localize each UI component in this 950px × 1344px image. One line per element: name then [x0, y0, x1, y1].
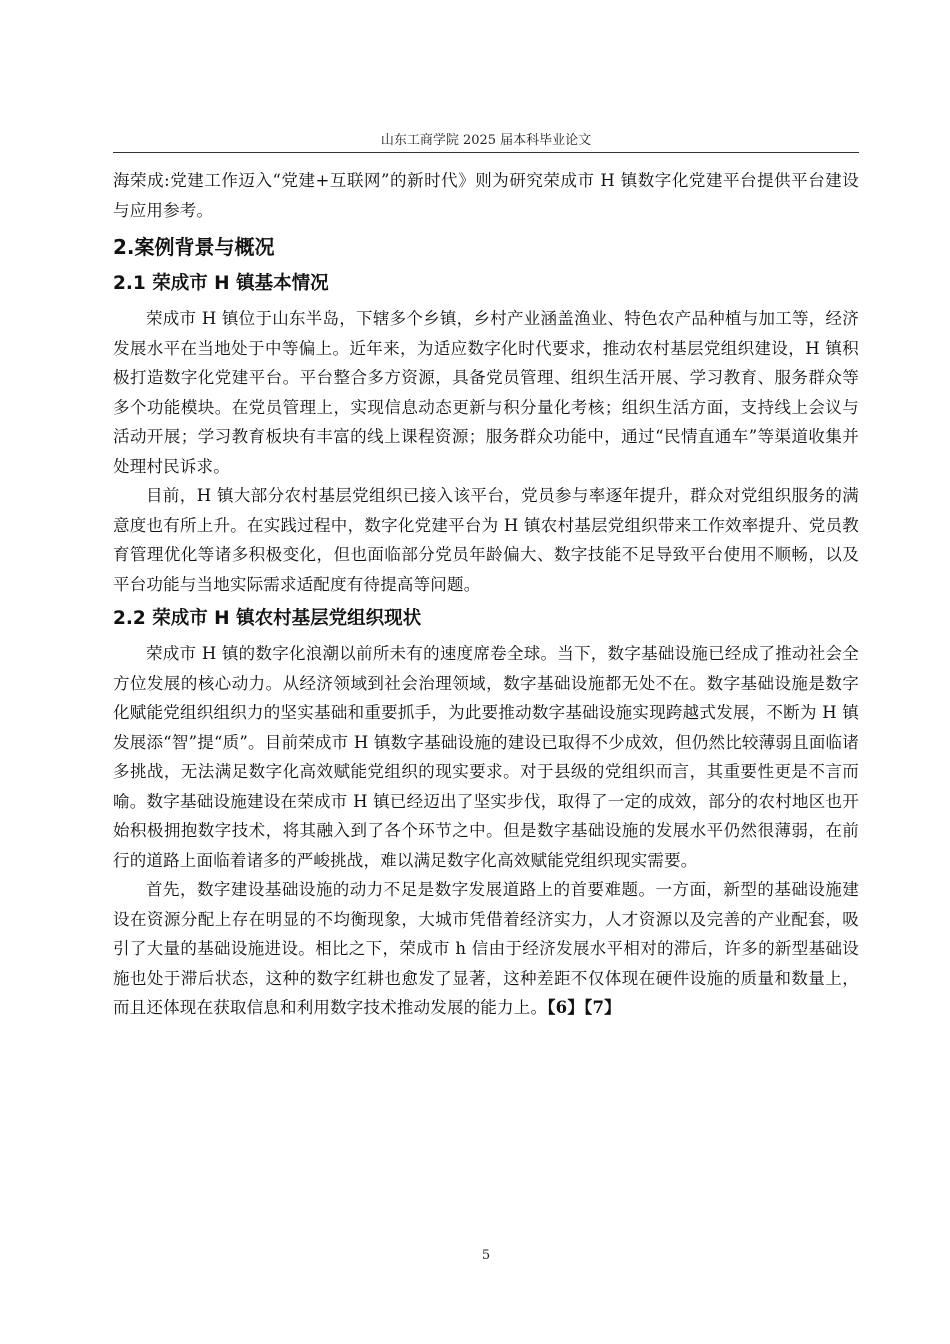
page-body — [113, 166, 859, 1023]
running-header: 山东工商学院 2025 届本科毕业论文 — [380, 133, 592, 148]
section-2-heading: 2.案例背景与概况 — [113, 235, 275, 259]
section-2-2-paragraph-2 — [113, 875, 859, 1023]
section-2-2-paragraph-2-text: 首先，数字建设基础设施的动力不足是数字发展道路上的首要难题。一方面，新型的基础设施建设在资源分配上存在明显的不均衡现象，大城市凭借着经济实力，人才资源以及完善的产业配套，吸引了大量的基础设施进设。相比之下，荣成市 h 信由于经济发展水平相对的滞后，许多的新型基础设施也处于滞后状态，这种的数字红耕也愈发了显著，这种差距不仅体现在硬件设施的质量和数量上，而且还体现在获取信息和利用数字技术推动发展的能力上。 — [113, 880, 859, 1017]
citation-reference: 【6】【7】 — [547, 998, 621, 1017]
page-number: 5 — [481, 1248, 491, 1263]
section-2-1-heading: 2.1 荣成市 H 镇基本情况 — [113, 273, 329, 294]
section-2-2-paragraph-1: 荣成市 H 镇的数字化浪潮以前所未有的速度席卷全球。当下，数字基础设施已经成了推动社会全方位发展的核心动力。从经济领域到社会治理领域，数字基础设施都无处不在。数字基础设施是数字化赋能党组织组织力的坚实基础和重要抓手，为此要推动数字基础设施实现跨越式发展，不断为 H 镇发展添“智”提“质”。目前荣成市 H 镇数字基础设施的建设已取得不少成效，但仍然比较薄弱且面临诸多挑战，无法满足数字化高效赋能党组织的现实要求。对于县级的党组织而言，其重要性更是不言而喻。数字基础设施建设在荣成市 H 镇已经迈出了坚实步伐，取得了一定的成效，部分的农村地区也开始积极拥抱数字技术，将其融入到了各个环节之中。但是数字基础设施的发展水平仍然很薄弱，在前行的道路上面临着诸多的严峻挑战，难以满足数字化高效赋能党组织现实需要。 — [113, 644, 859, 870]
intro-paragraph: 海荣成:党建工作迈入“党建+互联网”的新时代》则为研究荣成市 H 镇数字化党建平台提供平台建设与应用参考。 — [113, 171, 859, 220]
header-divider — [113, 152, 859, 153]
section-2-2-heading: 2.2 荣成市 H 镇农村基层党组织现状 — [113, 608, 422, 629]
section-2-1-paragraph-2: 目前，H 镇大部分农村基层党组织已接入该平台，党员参与率逐年提升，群众对党组织服务的满意度也有所上升。在实践过程中，数字化党建平台为 H 镇农村基层党组织带来工作效率提升、党员教育管理优化等诸多积极变化，但也面临部分党员年龄偏大、数字技能不足导致平台使用不顺畅，以及平台功能与当地实际需求适配度有待提高等问题。 — [113, 486, 859, 594]
section-2-1-paragraph-1: 荣成市 H 镇位于山东半岛，下辖多个乡镇，乡村产业涵盖渔业、特色农产品种植与加工等，经济发展水平在当地处于中等偏上。近年来，为适应数字化时代要求，推动农村基层党组织建设，H 镇积极打造数字化党建平台。平台整合多方资源，具备党员管理、组织生活开展、学习教育、服务群众等多个功能模块。在党员管理上，实现信息动态更新与积分量化考核；组织生活方面，支持线上会议与活动开展；学习教育板块有丰富的线上课程资源；服务群众功能中，通过“民情直通车”等渠道收集并处理村民诉求。 — [113, 309, 859, 476]
